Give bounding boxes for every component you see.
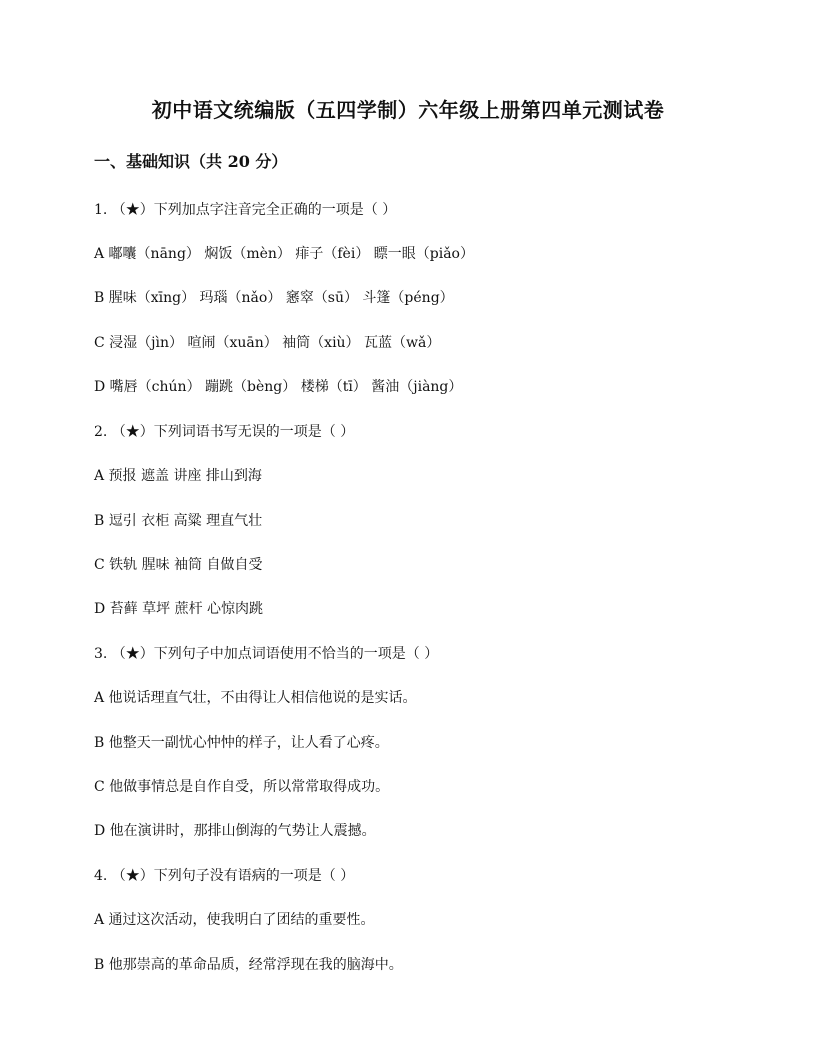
question-3-option-b: B 他整天一副忧心忡忡的样子，让人看了心疼。: [94, 735, 389, 751]
question-2-stem: 2. （★）下列词语书写无误的一项是（ ）: [94, 424, 355, 440]
document-title: 初中语文统编版（五四学制）六年级上册第四单元测试卷: [151, 98, 665, 122]
question-2-option-d: D 苔藓 草坪 蔗杆 心惊肉跳: [94, 601, 264, 617]
section-heading: 一、基础知识（共 20 分）: [94, 152, 288, 171]
question-1-option-d: D 嘴唇（chún） 蹦跳（bèng） 楼梯（tī） 酱油（jiàng）: [94, 379, 463, 395]
question-1-stem: 1. （★）下列加点字注音完全正确的一项是（ ）: [94, 202, 397, 218]
question-4-option-b: B 他那崇高的革命品质，经常浮现在我的脑海中。: [94, 957, 403, 973]
question-3-option-d: D 他在演讲时，那排山倒海的气势让人震撼。: [94, 823, 376, 839]
question-2-option-a: A 预报 遮盖 讲座 排山到海: [94, 468, 262, 484]
question-2-option-b: B 逗引 衣柜 高粱 理直气壮: [94, 513, 263, 529]
question-3-option-c: C 他做事情总是自作自受，所以常常取得成功。: [94, 779, 390, 795]
question-3-stem: 3. （★）下列句子中加点词语使用不恰当的一项是（ ）: [94, 646, 439, 662]
question-4-stem: 4. （★）下列句子没有语病的一项是（ ）: [94, 868, 355, 884]
question-3-option-a: A 他说话理直气壮，不由得让人相信他说的是实话。: [94, 690, 417, 706]
question-1-option-b: B 腥味（xīng） 玛瑙（nǎo） 窸窣（sū） 斗篷（péng）: [94, 290, 454, 306]
question-2-option-c: C 铁轨 腥味 袖筒 自做自受: [94, 557, 263, 573]
question-1-option-a: A 嘟囔（nāng） 焖饭（mèn） 痱子（fèi） 瞟一眼（piǎo）: [94, 246, 474, 262]
question-1-option-c: C 浸湿（jìn） 喧闹（xuān） 袖筒（xiù） 瓦蓝（wǎ）: [94, 335, 441, 351]
question-4-option-a: A 通过这次活动，使我明白了团结的重要性。: [94, 912, 375, 928]
